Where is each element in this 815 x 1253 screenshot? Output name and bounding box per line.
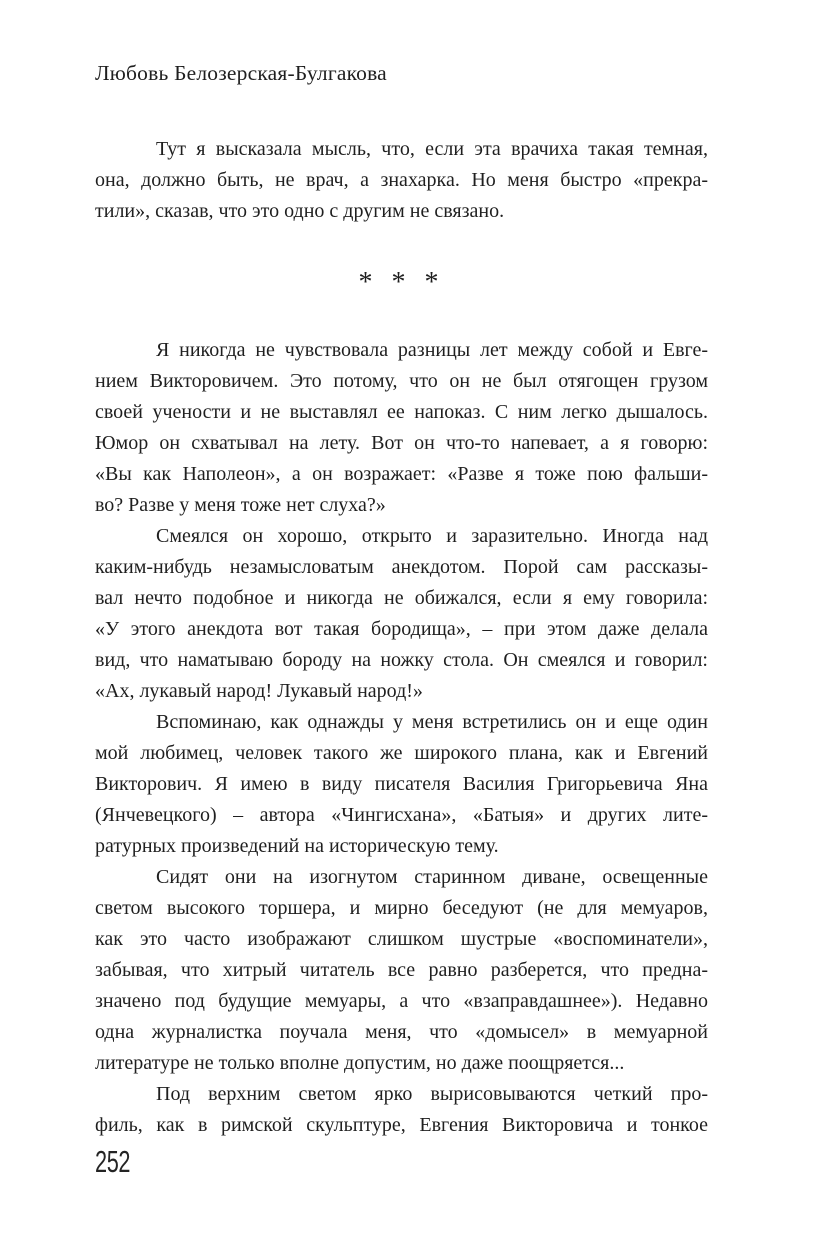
text-line: вид, что наматываю бороду на ножку стола. Он смеялся и говорил: [95, 649, 708, 671]
page-number: 252 [95, 1144, 131, 1179]
text-line: значено под будущие мемуары, а что «взаправдашнее»). Недавно [95, 990, 708, 1012]
text-line: светом высокого торшера, и мирно беседуют (не для мемуаров, [95, 897, 708, 919]
section-separator: * * * [358, 267, 445, 298]
text-line: забывая, что хитрый читатель все равно разберется, что предна- [95, 959, 708, 981]
text-line: во? Разве у меня тоже нет слуха?» [95, 494, 386, 516]
text-line: как это часто изображают слишком шустрые «воспоминатели», [95, 928, 708, 950]
paragraph-4 [95, 707, 708, 862]
text-line: каким-нибудь незамысловатым анекдотом. Порой сам рассказы- [95, 556, 708, 578]
running-header: Любовь Белозерская-Булгакова [95, 61, 387, 85]
text-line: нием Викторовичем. Это потому, что он не был отягощен грузом [95, 370, 708, 392]
text-line: она, должно быть, не врач, а знахарка. Но меня быстро «прекра- [95, 169, 708, 191]
paragraph-6 [95, 1079, 708, 1141]
text-line: литературе не только вполне допустим, но даже поощряется... [95, 1052, 625, 1074]
paragraph-5 [95, 862, 708, 1079]
paragraph-1 [95, 134, 708, 227]
text-line: одна журналистка поучала меня, что «домысел» в мемуарной [95, 1021, 708, 1043]
paragraph-3 [95, 521, 708, 707]
text-line: «Вы как Наполеон», а он возражает: «Разве я тоже пою фальши- [95, 463, 708, 485]
text-line: Юмор он схватывал на лету. Вот он что-то напевает, а я говорю: [95, 432, 708, 454]
text-line: ратурных произведений на историческую тему. [95, 835, 499, 857]
text-line: Сидят они на изогнутом старинном диване, освещенные [156, 866, 708, 888]
text-line: своей учености и не выставлял ее напоказ. С ним легко дышалось. [95, 401, 708, 423]
text-line: Викторович. Я имею в виду писателя Василия Григорьевича Яна [95, 773, 708, 795]
text-line: Я никогда не чувствовала разницы лет между собой и Евге- [156, 339, 708, 361]
text-line: «У этого анекдота вот такая бородища», – при этом даже делала [95, 618, 708, 640]
text-line: «Ах, лукавый народ! Лукавый народ!» [95, 680, 423, 702]
text-line: вал нечто подобное и никогда не обижался, если я ему говорила: [95, 587, 708, 609]
text-line: филь, как в римской скульптуре, Евгения Викторовича и тонкое [95, 1114, 708, 1136]
text-line: мой любимец, человек такого же широкого плана, как и Евгений [95, 742, 708, 764]
text-line: Вспоминаю, как однажды у меня встретились он и еще один [156, 711, 708, 733]
text-line: тили», сказав, что это одно с другим не связано. [95, 200, 505, 222]
text-line: (Янчевецкого) – автора «Чингисхана», «Батыя» и других лите- [95, 804, 708, 826]
text-line: Тут я высказала мысль, что, если эта врачиха такая темная, [156, 138, 708, 160]
text-line: Под верхним светом ярко вырисовываются четкий про- [156, 1083, 708, 1105]
paragraph-2 [95, 335, 708, 521]
text-line: Смеялся он хорошо, открыто и заразительно. Иногда над [156, 525, 708, 547]
